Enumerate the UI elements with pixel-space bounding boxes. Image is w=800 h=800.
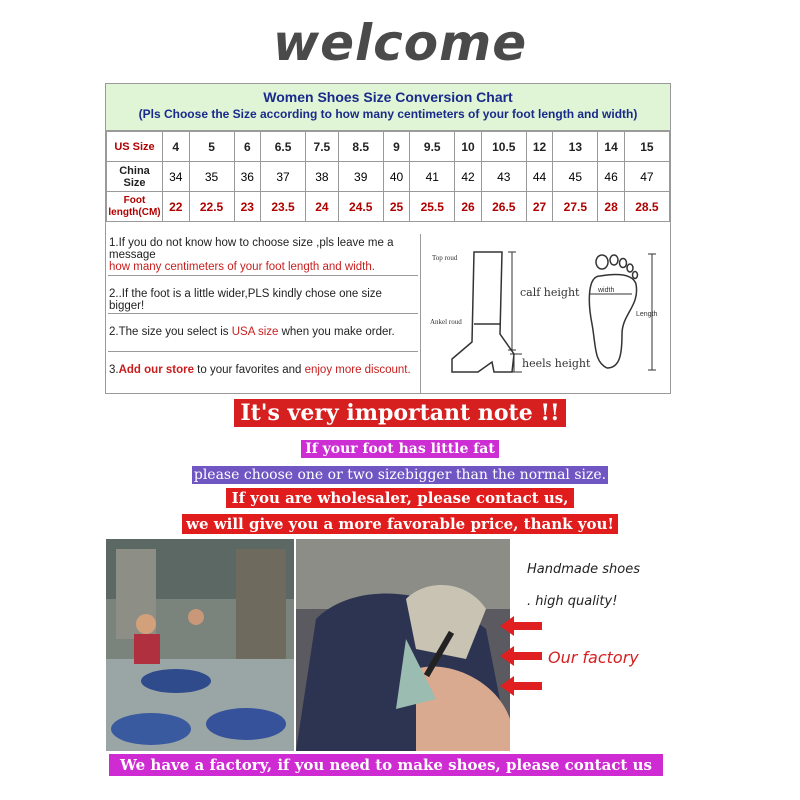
size-bigger-text: please choose one or two sizebigger than the normal size. — [193, 467, 607, 483]
factory-photo-workshop — [106, 539, 294, 751]
factory-photo-cutting — [296, 539, 510, 751]
note-1-line-1: 1.If you do not know how to choose size ,pls leave me a message — [109, 237, 394, 261]
high-quality-label: . high quality! — [527, 594, 618, 609]
size-cell: 6.5 — [261, 132, 306, 162]
size-cell: 8.5 — [338, 132, 383, 162]
size-cell: 44 — [526, 162, 553, 192]
boot-icon — [452, 252, 514, 372]
size-cell: 14 — [598, 132, 625, 162]
size-cell: 5 — [189, 132, 234, 162]
note-1-line-2: how many centimeters of your foot length and width. — [109, 261, 375, 273]
important-note-banner — [0, 400, 800, 426]
size-cell: 43 — [481, 162, 526, 192]
size-cell: 39 — [338, 162, 383, 192]
discount-highlight: enjoy more discount. — [304, 364, 411, 376]
size-cell: 15 — [624, 132, 669, 162]
important-note-text: It's very important note !! — [234, 399, 565, 427]
foot-icon — [589, 255, 637, 368]
foot-length-row — [107, 192, 670, 222]
size-cell: 34 — [163, 162, 190, 192]
note-4-part: to your favorites and — [193, 364, 305, 376]
size-cell: 22 — [163, 192, 190, 222]
boot-and-foot-illustration — [422, 234, 670, 393]
row-label: China Size — [107, 162, 163, 192]
heels-height-label: heels height — [522, 357, 591, 370]
add-store-highlight: Add our store — [118, 364, 194, 376]
size-cell: 9 — [383, 132, 410, 162]
size-cell: 24 — [306, 192, 339, 222]
size-cell: 26.5 — [481, 192, 526, 222]
workshop-image — [106, 539, 294, 751]
size-cell: 25 — [383, 192, 410, 222]
size-notes — [106, 234, 421, 393]
handmade-shoes-label: Handmade shoes — [527, 562, 640, 577]
contact-factory-banner: We have a factory, if you need to make shoes, please contact us — [109, 754, 663, 776]
size-cell: 28 — [598, 192, 625, 222]
welcome-heading: welcome — [272, 14, 528, 72]
cutting-image — [296, 539, 510, 751]
size-cell: 37 — [261, 162, 306, 192]
note-4 — [108, 352, 418, 393]
size-chart — [105, 83, 671, 394]
size-cell: 23.5 — [261, 192, 306, 222]
size-cell: 10 — [455, 132, 482, 162]
usa-size-highlight: USA size — [231, 326, 279, 338]
measurement-diagram — [422, 234, 670, 393]
note-3-part: when you make order. — [278, 326, 395, 338]
favorable-price-banner — [0, 515, 800, 534]
calf-height-label: calf height — [520, 286, 580, 299]
wholesaler-text: If you are wholesaler, please contact us, — [226, 488, 575, 508]
width-label: width — [598, 287, 615, 294]
size-cell: 6 — [234, 132, 261, 162]
note-2 — [108, 276, 418, 314]
size-cell: 42 — [455, 162, 482, 192]
note-3-part: 2.The size you select is — [109, 326, 232, 338]
size-cell: 47 — [624, 162, 669, 192]
size-cell: 7.5 — [306, 132, 339, 162]
wholesaler-banner — [0, 489, 800, 508]
top-roud-label: Top roud — [432, 254, 458, 262]
size-cell: 25.5 — [410, 192, 455, 222]
size-cell: 9.5 — [410, 132, 455, 162]
size-cell: 4 — [163, 132, 190, 162]
chart-subtitle: (Pls Choose the Size according to how many centimeters of your foot length and width) — [138, 107, 638, 121]
size-cell: 23 — [234, 192, 261, 222]
size-cell: 36 — [234, 162, 261, 192]
size-cell: 27.5 — [553, 192, 598, 222]
size-cell: 10.5 — [481, 132, 526, 162]
row-label: Foot length(CM) — [107, 192, 163, 222]
size-bigger-banner — [0, 466, 800, 484]
size-cell: 26 — [455, 192, 482, 222]
size-cell: 27 — [526, 192, 553, 222]
size-cell: 46 — [598, 162, 625, 192]
us-size-row — [107, 132, 670, 162]
fat-foot-banner — [0, 440, 800, 458]
size-cell: 35 — [189, 162, 234, 192]
size-cell: 40 — [383, 162, 410, 192]
size-cell: 45 — [553, 162, 598, 192]
size-cell: 24.5 — [338, 192, 383, 222]
note-4-part: 3. — [109, 364, 119, 376]
note-3 — [108, 314, 418, 352]
arrow-left-icon — [500, 616, 544, 696]
size-cell: 12 — [526, 132, 553, 162]
favorable-price-text: we will give you a more favorable price, thank you! — [182, 514, 618, 534]
our-factory-label: Our factory — [548, 648, 639, 667]
note-2-text: 2..If the foot is a little wider,PLS kindly chose one size bigger! — [109, 288, 382, 312]
chart-header — [106, 84, 670, 131]
chart-title: Women Shoes Size Conversion Chart — [263, 89, 513, 105]
fat-foot-text: If your foot has little fat — [301, 440, 499, 458]
size-cell: 13 — [553, 132, 598, 162]
length-label: Length — [636, 311, 658, 318]
size-cell: 28.5 — [624, 192, 669, 222]
ankel-roud-label: Ankel roud — [430, 318, 462, 326]
size-cell: 38 — [306, 162, 339, 192]
size-cell: 41 — [410, 162, 455, 192]
size-table — [106, 131, 670, 222]
size-cell: 22.5 — [189, 192, 234, 222]
note-1 — [108, 234, 418, 276]
row-label: US Size — [107, 132, 163, 162]
china-size-row — [107, 162, 670, 192]
